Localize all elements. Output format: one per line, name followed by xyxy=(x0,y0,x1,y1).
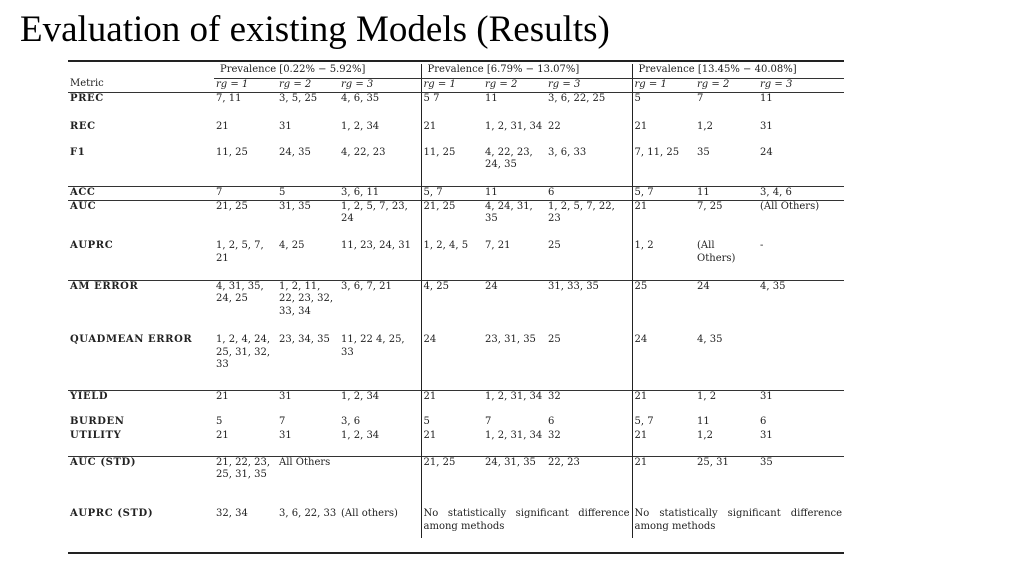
table-cell: 25, 31 xyxy=(695,456,758,508)
table-cell: 24 xyxy=(760,146,773,158)
table-cell: 23, 34, 35 xyxy=(279,334,330,345)
table-cell: 1, 2, 31, 34 xyxy=(485,120,543,132)
table-cell: 3, 6, 11 xyxy=(339,187,421,201)
subheader-rg1: rg = 1 xyxy=(214,78,277,93)
table-cell: 21 xyxy=(632,430,695,456)
table-row xyxy=(68,187,844,201)
subheader-rg2: rg = 2 xyxy=(277,78,339,93)
table-cell: 3, 6, 7, 21 xyxy=(339,280,421,334)
table-cell: 1,2 xyxy=(697,120,713,132)
table-cell: 24, 35 xyxy=(279,146,311,158)
table-row xyxy=(68,93,844,121)
table-cell: 21 xyxy=(632,200,695,240)
table-cell: 11, 25 xyxy=(421,147,483,187)
subheader-rg3: rg = 3 xyxy=(758,78,844,93)
table-cell: 4, 22, 23 xyxy=(341,146,386,158)
slide-title: Evaluation of existing Models (Results) xyxy=(20,9,610,50)
table-cell: 7, 11 xyxy=(216,93,242,104)
table-cell: 22 xyxy=(548,120,561,132)
row-metric-label: AM ERROR xyxy=(68,280,214,334)
table-cell: 5, 7 xyxy=(632,416,695,430)
table-cell: 21, 25 xyxy=(421,456,483,508)
header-prevalence-mid: Prevalence [6.79% − 13.07%] xyxy=(421,64,632,78)
table-cell: 3, 4, 6 xyxy=(758,187,844,201)
table-cell: 3, 6, 22, 25 xyxy=(548,93,606,104)
table-cell: 6 xyxy=(548,416,555,427)
row-metric-label: AUC xyxy=(68,200,214,240)
table-cell: 4, 25 xyxy=(421,280,483,334)
table-cell: 21, 25 xyxy=(214,200,277,240)
table-cell: 7, 11, 25 xyxy=(632,147,695,187)
table-cell: 35 xyxy=(697,146,710,158)
table-cell: (All Others) xyxy=(697,240,736,264)
subheader-rg1: rg = 1 xyxy=(421,78,483,93)
table-bottom-rule xyxy=(68,552,844,554)
table-cell: 25 xyxy=(632,280,695,334)
table-cell: 11 xyxy=(695,187,758,201)
table-row xyxy=(68,240,844,280)
header-prevalence-high: Prevalence [13.45% − 40.08%] xyxy=(632,64,844,78)
table-row xyxy=(68,416,844,430)
table-cell: 1, 2, 31, 34 xyxy=(485,430,543,441)
table-cell: 1, 2, 34 xyxy=(339,390,421,416)
table-cell: 4, 25 xyxy=(279,240,305,251)
row-metric-label: YIELD xyxy=(68,390,214,416)
table-row xyxy=(68,200,844,240)
table-cell: 25 xyxy=(548,334,561,345)
table-row xyxy=(68,456,844,508)
table-cell: 6 xyxy=(546,187,632,201)
subheader-rg2: rg = 2 xyxy=(483,78,546,93)
table-cell: 7, 21 xyxy=(485,240,511,251)
table-cell: 21, 25 xyxy=(421,200,483,240)
table-cell: 11, 25 xyxy=(216,146,248,158)
results-grid xyxy=(68,64,844,538)
table-cell: All Others xyxy=(277,456,339,508)
table-cell: 24 xyxy=(632,334,695,390)
row-metric-label: AUPRC (STD) xyxy=(70,508,154,519)
table-row xyxy=(68,121,844,147)
table-cell: 7 xyxy=(279,416,286,427)
table-cell: (All Others) xyxy=(758,200,844,240)
table-cell: 7, 25 xyxy=(695,200,758,240)
table-cell: 4, 24, 31, 35 xyxy=(483,200,546,240)
table-cell: 11 xyxy=(697,416,710,427)
header-prevalence-low: Prevalence [0.22% − 5.92%] xyxy=(214,64,421,78)
table-cell: - xyxy=(760,240,764,251)
table-cell: 24 xyxy=(695,280,758,334)
table-cell: 1, 2 xyxy=(695,390,758,416)
table-cell: 7 xyxy=(485,416,492,427)
table-cell: 31 xyxy=(760,120,773,132)
table-cell: 11, 23, 24, 31 xyxy=(341,240,411,251)
table-cell: 21 xyxy=(421,121,483,147)
table-cell: 1, 2, 31, 34 xyxy=(483,390,546,416)
table-cell: 5 xyxy=(632,93,695,121)
table-cell: 7 xyxy=(697,93,704,104)
table-cell: 23, 31, 35 xyxy=(485,334,536,345)
table-cell: 31, 33, 35 xyxy=(546,280,632,334)
table-cell: 4, 35 xyxy=(758,280,844,334)
table-cell: 7 xyxy=(214,187,277,201)
no-significance-note: No statistically significant difference among methods xyxy=(421,508,632,538)
table-cell: 31, 35 xyxy=(277,200,339,240)
table-cell: 1,2 xyxy=(697,430,713,441)
table-cell: 4, 6, 35 xyxy=(341,93,380,104)
table-cell: 21 xyxy=(421,430,483,456)
row-metric-label: AUC (STD) xyxy=(68,456,214,508)
table-cell: 1, 2, 5, 7, 22, 23 xyxy=(546,200,632,240)
table-cell: 11 xyxy=(760,93,773,104)
table-cell: 22, 23 xyxy=(546,456,632,508)
header-spacer xyxy=(68,64,214,78)
table-cell: 24 xyxy=(483,280,546,334)
table-cell: 1, 2, 4, 24, 25, 31, 32, 33 xyxy=(216,334,271,370)
table-cell: 21 xyxy=(214,390,277,416)
table-cell: 31 xyxy=(279,120,292,132)
table-cell: 11, 22 4, 25, 33 xyxy=(341,334,405,358)
table-cell xyxy=(339,456,421,508)
table-row xyxy=(68,334,844,390)
table-cell: 21 xyxy=(216,430,229,441)
table-cell: 4, 31, 35, 24, 25 xyxy=(214,280,277,334)
table-cell: 21, 22, 23, 25, 31, 35 xyxy=(214,456,277,508)
table-cell: 32, 34 xyxy=(216,508,248,519)
subheader-rg1: rg = 1 xyxy=(632,78,695,93)
table-cell: 5 xyxy=(421,416,483,430)
table-cell: 11 xyxy=(483,187,546,201)
table-cell: 25 xyxy=(548,240,561,251)
table-cell: 21 xyxy=(632,121,695,147)
table-cell: 21 xyxy=(632,456,695,508)
table-row xyxy=(68,508,844,538)
table-cell: 21 xyxy=(216,120,229,132)
row-metric-label: UTILITY xyxy=(70,430,122,441)
table-cell: 3, 6, 22, 33 xyxy=(279,508,337,519)
table-cell: 24 xyxy=(421,334,483,390)
subheader-rg3: rg = 3 xyxy=(546,78,632,93)
table-cell: 31 xyxy=(277,390,339,416)
row-metric-label: QUADMEAN ERROR xyxy=(70,334,193,345)
table-cell: (All others) xyxy=(341,508,398,519)
results-table xyxy=(68,58,844,554)
table-cell: 4, 22, 23, 24, 35 xyxy=(485,146,533,170)
table-cell: 1, 2, 11, 22, 23, 32, 33, 34 xyxy=(277,280,339,334)
table-cell: 6 xyxy=(760,416,767,427)
table-cell xyxy=(758,334,844,390)
row-metric-label: PREC xyxy=(70,93,104,104)
table-cell: 24, 31, 35 xyxy=(483,456,546,508)
table-row xyxy=(68,430,844,456)
table-cell: 3, 6, 33 xyxy=(548,146,587,158)
table-cell: 3, 6 xyxy=(341,416,361,427)
table-top-rule xyxy=(68,60,844,62)
table-cell: 5 7 xyxy=(421,93,483,121)
table-cell: 31 xyxy=(279,430,292,441)
table-cell: 1, 2, 4, 5 xyxy=(421,240,483,280)
table-cell: 31 xyxy=(760,430,773,441)
row-metric-label: ACC xyxy=(68,187,214,201)
table-row xyxy=(68,390,844,416)
table-cell: 3, 5, 25 xyxy=(279,93,318,104)
table-cell: 5, 7 xyxy=(421,187,483,201)
table-cell: 5 xyxy=(216,416,223,427)
table-cell: 31 xyxy=(758,390,844,416)
table-cell: 1, 2 xyxy=(632,240,695,280)
table-row xyxy=(68,280,844,334)
table-cell: 4, 35 xyxy=(697,334,723,345)
header-metric: Metric xyxy=(68,78,214,93)
table-cell: 1, 2, 5, 7, 23, 24 xyxy=(339,200,421,240)
table-cell: 32 xyxy=(546,390,632,416)
row-metric-label: REC xyxy=(70,120,96,132)
table-cell: 5 xyxy=(277,187,339,201)
no-significance-note: No statistically significant difference among methods xyxy=(632,508,844,538)
table-body xyxy=(68,93,844,539)
table-cell: 21 xyxy=(421,390,483,416)
row-metric-label: F1 xyxy=(70,146,86,158)
row-metric-label: AUPRC xyxy=(70,240,114,251)
subheader-rg3: rg = 3 xyxy=(339,78,421,93)
table-cell: 1, 2, 5, 7, 21 xyxy=(216,240,264,264)
table-cell: 21 xyxy=(632,390,695,416)
table-cell: 35 xyxy=(758,456,844,508)
subheader-rg2: rg = 2 xyxy=(695,78,758,93)
row-metric-label: BURDEN xyxy=(70,416,125,427)
table-cell: 5, 7 xyxy=(632,187,695,201)
table-cell: 1, 2, 34 xyxy=(341,120,380,132)
table-cell: 11 xyxy=(485,93,498,104)
table-cell: 1, 2, 34 xyxy=(341,430,380,441)
table-cell: 32 xyxy=(548,430,561,441)
table-row xyxy=(68,147,844,187)
